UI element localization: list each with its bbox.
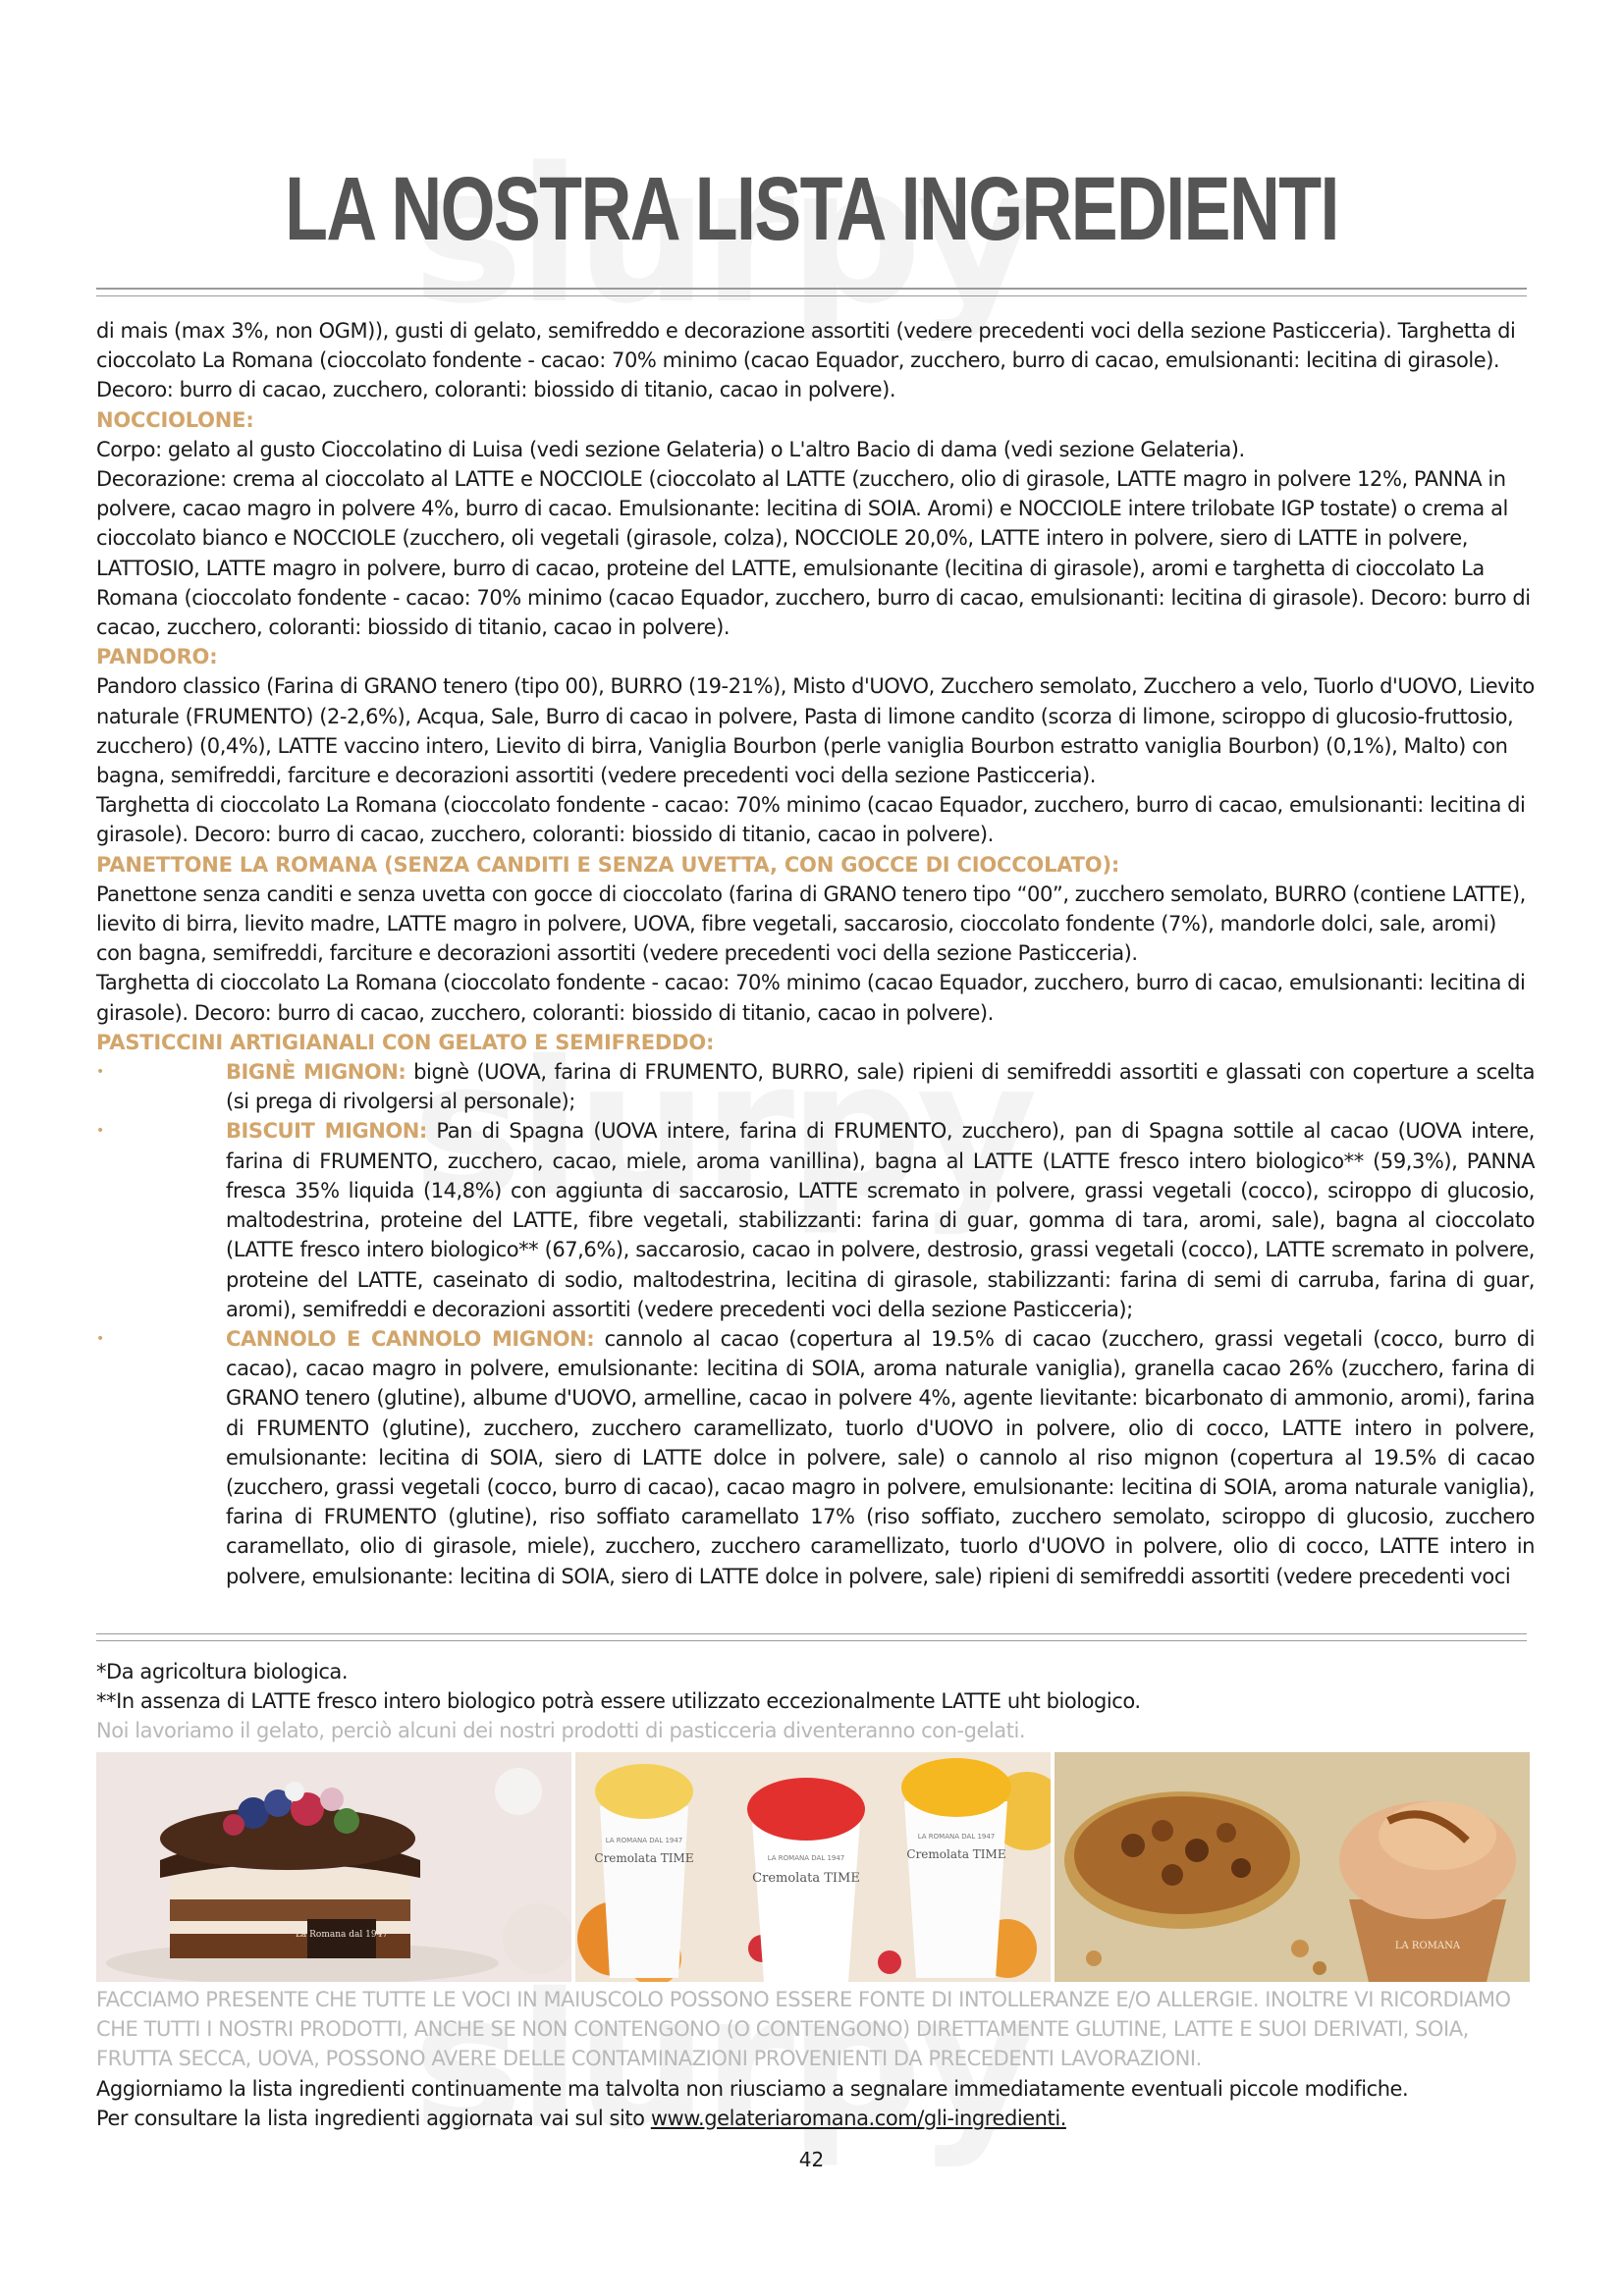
bullet-icon: •	[96, 1330, 104, 1347]
nocciolone-paragraph-2: Decorazione: crema al cioccolato al LATTE e NOCCIOLE (cioccolato al LATTE (zucchero, olio di girasole, LATTE magro in polvere 12%, PANNA in polvere, cacao magro in polvere 4%, burro di cacao. Emulsionante: lecitina di SOIA. Aromi) e NOCCIOLE intere trilobate IGP tostate) o crema al cioccolato bianco e NOCCIOLE (zucchero, oli vegetali (girasole, colza), NOCCIOLE 20,0%, LATTE intero in polvere, siero di LATTE in polvere, LATTOSIO, LATTE magro in polvere, burro di cacao, proteine del LATTE, emulsionante (lecitina di girasole), aromi e targhetta di cioccolato La Romana (cioccolato fondente - cacao: 70% minimo (cacao Equador, zucchero, burro di cacao, emulsionanti: lecitina di girasole). Decoro: burro di cacao, zucchero, coloranti: biossido di titanio, cacao in polvere).	[96, 467, 1531, 640]
item-name: BISCUIT MIGNON:	[226, 1119, 427, 1144]
item-name: BIGNÈ MIGNON:	[226, 1060, 406, 1085]
section-heading-pasticcini: PASTICCINI ARTIGIANALI CON GELATO E SEMIFREDDO:	[96, 1030, 715, 1054]
footnotes	[96, 1657, 1535, 1746]
page-title: LA NOSTRA LISTA INGREDIENTI	[285, 158, 1338, 259]
section-heading-pandoro: PANDORO:	[96, 645, 218, 669]
list-item	[96, 1116, 1535, 1323]
cremolata-illustration	[575, 1752, 1051, 1982]
item-description: cannolo al cacao (copertura al 19.5% di cacao (zucchero, grassi vegetali (cocco, burro di cacao), cacao magro in polvere, emulsionante: lecitina di SOIA, aroma naturale vaniglia), granella cacao 26% (zucchero, farina di GRANO tenero (glutine), albume d'UOVO, armelline, cacao in polvere 4%, agente lievitante: bicarbonato di ammonio, aromi), farina di FRUMENTO (glutine), zucchero, zucchero caramellizato, tuorlo d'UOVO in polvere, olio di cocco, LATTE intero in polvere, emulsionante: lecitina di SOIA, siero di LATTE dolce in polvere, sale) o cannolo al riso mignon (copertura al 19.5% di cacao (zucchero, grassi vegetali (cocco, burro di cacao), cacao magro in polvere, emulsionante: lecitina di SOIA, aroma naturale vaniglia), farina di FRUMENTO (glutine), riso soffiato caramellato 17% (riso soffiato, zucchero semolato, sciroppo di glucosio, zucchero caramellato, olio di girasole, miele), zucchero, zucchero caramellizato, tuorlo d'UOVO in polvere, olio di cocco, LATTE intero in polvere, emulsionante: lecitina di SOIA, siero di LATTE dolce in polvere, sale) ripieni di semifreddi assortiti (vedere precedenti voci	[226, 1326, 1535, 1588]
item-description: bignè (UOVA, farina di FRUMENTO, BURRO, sale) ripieni di semifreddi assortiti e glassati con coperture a scelta (si prega di rivolgersi al personale);	[226, 1060, 1535, 1114]
cup-brand-center: LA ROMANA DAL 1947	[767, 1854, 845, 1862]
footnote-rule-bottom	[96, 1640, 1527, 1641]
cup-label-right: Cremolata TIME	[906, 1847, 1006, 1861]
footnote-rule-top	[96, 1633, 1527, 1634]
pandoro-paragraph-1: Pandoro classico (Farina di GRANO tenero (tipo 00), BURRO (19-21%), Misto d'UOVO, Zucchero semolato, Zucchero a velo, Tuorlo d'UOVO, Lievito naturale (FRUMENTO) (2-2,6%), Acqua, Sale, Burro di cacao in polvere, Pasta di limone candito (scorza di limone, sciroppo di glucosio-fruttosio, zucchero) (0,4%), LATTE vaccino intero, Lievito di birra, Vaniglia Bourbon (perle vaniglia Bourbon estratto vaniglia Bourbon) (0,1%), Malto) con bagna, semifreddi, farciture e decorazioni assortiti (vedere precedenti voci della sezione Pasticceria).	[96, 674, 1535, 788]
pandoro-paragraph-2: Targhetta di cioccolato La Romana (cioccolato fondente - cacao: 70% minimo (cacao Equador, zucchero, burro di cacao, emulsionanti: lecitina di girasole). Decoro: burro di cacao, zucchero, coloranti: biossido di titanio, cacao in polvere).	[96, 793, 1526, 847]
nocciolone-paragraph-1: Corpo: gelato al gusto Cioccolatino di Luisa (vedi sezione Gelateria) o L'altro Bacio di dama (vedi sezione Gelateria).	[96, 437, 1245, 461]
cake-photo	[96, 1752, 571, 1982]
cremolata-photo	[575, 1752, 1051, 1982]
allergen-warning: FACCIAMO PRESENTE CHE TUTTE LE VOCI IN MAIUSCOLO POSSONO ESSERE FONTE DI INTOLLERANZE E/O ALLERGIE. INOLTRE VI RICORDIAMO CHE TUTTI I NOSTRI PRODOTTI, ANCHE SE NON CONTENGONO (O CONTENGONO) DIRETTAMENTE GLUTINE, LATTE E SUOI DERIVATI, SOIA, FRUTTA SECCA, UOVA, POSSONO AVERE DELLE CONTAMINAZIONI PROVENIENTI DA PRECEDENTI LAVORAZIONI.	[96, 1988, 1511, 2071]
bowl-label: LA ROMANA	[1394, 1941, 1461, 1951]
page-number: 42	[798, 2148, 825, 2171]
bullet-icon: •	[96, 1123, 104, 1140]
cake-label: La Romana dal 1947	[295, 1930, 389, 1940]
ingredients-body	[96, 316, 1535, 1591]
list-item-text	[226, 1324, 1535, 1591]
cake-illustration	[96, 1752, 571, 1982]
cup-brand-left: LA ROMANA DAL 1947	[605, 1837, 683, 1844]
footnote-organic: *Da agricoltura biologica.	[96, 1660, 349, 1683]
bullet-icon: •	[96, 1064, 104, 1081]
cup-label-left: Cremolata TIME	[594, 1851, 694, 1865]
cup-label-center: Cremolata TIME	[752, 1871, 860, 1886]
footnote-uht: **In assenza di LATTE fresco intero biologico potrà essere utilizzato eccezionalmente LATTE uht biologico.	[96, 1689, 1141, 1714]
nuts-gelato-illustration	[1055, 1752, 1530, 1982]
list-item	[96, 1324, 1535, 1591]
slogan: Noi lavoriamo il gelato, perciò alcuni dei nostri prodotti di pasticceria diventeranno con-gelati.	[96, 1719, 1026, 1743]
item-description: Pan di Spagna (UOVA intere, farina di FRUMENTO, zucchero), pan di Spagna sottile al cacao (UOVA intere, farina di FRUMENTO, zucchero, cacao, miele, aroma vanillina), bagna al LATTE (LATTE fresco intero biologico** (59,3%), PANNA fresca 35% liquida (14,8%) con aggiunta di saccarosio, LATTE scremato in polvere, grassi vegetali (cocco), sciroppo di glucosio, maltodestrina, proteine del LATTE, fibre vegetali, stabilizzanti: farina di guar, gomma di tara, aromi, sale), bagna al cioccolato (LATTE fresco intero biologico** (67,6%), saccarosio, cacao in polvere, destrosio, grassi vegetali (cocco), LATTE scremato in polvere, proteine del LATTE, caseinato di sodio, maltodestrina, lecitina di girasole, stabilizzanti: farina di semi di carruba, farina di guar, aromi), semifreddi e decorazioni assortiti (vedere precedenti voci della sezione Pasticceria);	[226, 1119, 1535, 1321]
section-heading-nocciolone: NOCCIOLONE:	[96, 407, 254, 432]
title-rule	[96, 288, 1527, 290]
consult-text: Per consultare la lista ingredienti aggiornata vai sul sito	[96, 2106, 651, 2130]
title-rule-thin	[96, 295, 1527, 296]
list-item-text	[226, 1116, 1535, 1323]
allergen-notes	[96, 1985, 1535, 2133]
panettone-paragraph-2: Targhetta di cioccolato La Romana (cioccolato fondente - cacao: 70% minimo (cacao Equador, zucchero, burro di cacao, emulsionanti: lecitina di girasole). Decoro: burro di cacao, zucchero, coloranti: biossido di titanio, cacao in polvere).	[96, 971, 1526, 1025]
update-note: Aggiorniamo la lista ingredienti continuamente ma talvolta non riusciamo a segnalare immediatamente eventuali piccole modifiche.	[96, 2076, 1409, 2101]
section-heading-panettone: PANETTONE LA ROMANA (SENZA CANDITI E SENZA UVETTA, CON GOCCE DI CIOCCOLATO):	[96, 852, 1120, 877]
panettone-paragraph-1: Panettone senza canditi e senza uvetta con gocce di cioccolato (farina di GRANO tenero tipo “00”, zucchero semolato, BURRO (contiene LATTE), lievito di birra, lievito madre, LATTE magro in polvere, UOVA, fibre vegetali, saccarosio, cioccolato fondente (7%), mandorle dolci, sale, aromi) con bagna, semifreddi, farciture e decorazioni assortiti (vedere precedenti voci della sezione Pasticceria).	[96, 881, 1526, 966]
list-item	[96, 1057, 1535, 1116]
nuts-gelato-photo	[1055, 1752, 1530, 1982]
consult-note	[96, 2104, 1535, 2133]
list-item-text	[226, 1057, 1535, 1116]
product-photos	[96, 1752, 1530, 1982]
item-name: CANNOLO E CANNOLO MIGNON:	[226, 1326, 595, 1351]
cup-brand-right: LA ROMANA DAL 1947	[917, 1833, 996, 1841]
ingredients-link[interactable]: www.gelateriaromana.com/gli-ingredienti.	[650, 2106, 1066, 2130]
intro-paragraph: di mais (max 3%, non OGM)), gusti di gelato, semifreddo e decorazione assortiti (vedere precedenti voci della sezione Pasticceria). Targhetta di cioccolato La Romana (cioccolato fondente - cacao: 70% minimo (cacao Equador, zucchero, burro di cacao, emulsionanti: lecitina di girasole). Decoro: burro di cacao, zucchero, coloranti: biossido di titanio, cacao in polvere).	[96, 319, 1516, 402]
